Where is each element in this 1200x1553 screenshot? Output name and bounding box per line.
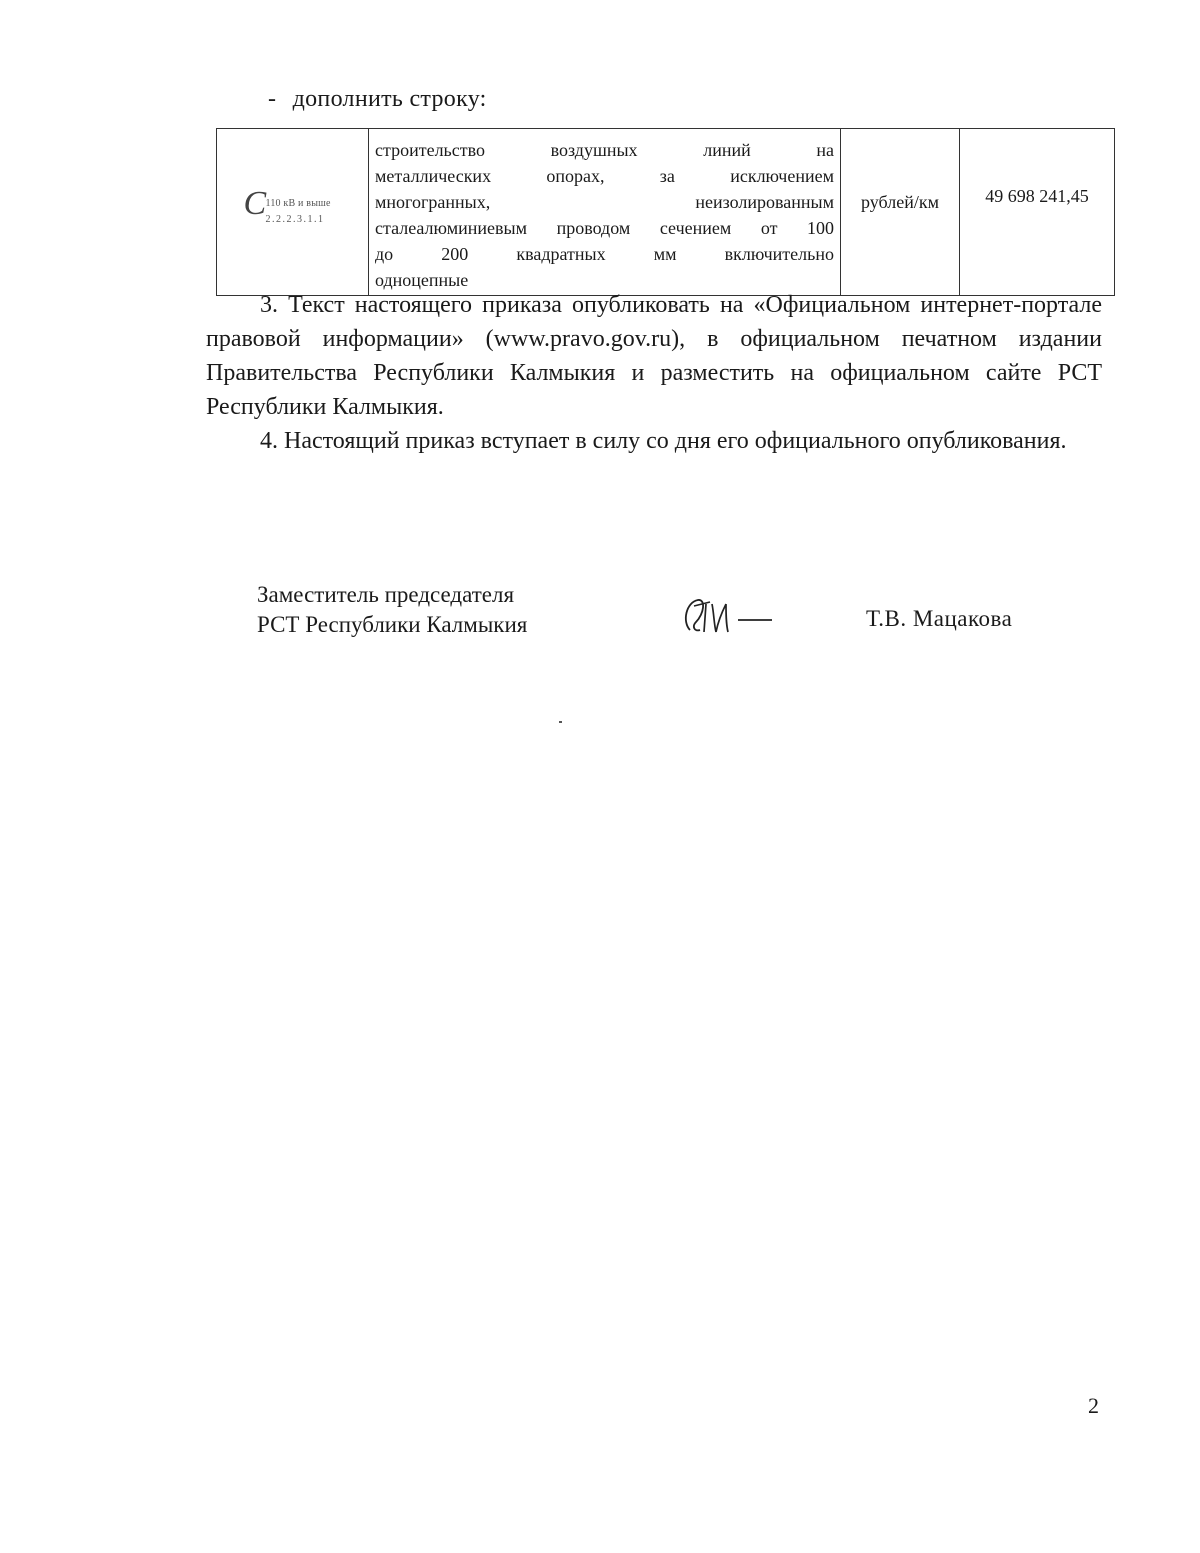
description-line: сталеалюминиевым проводом сечением от 100 xyxy=(375,218,834,238)
rate-code-superscript: 110 кВ и выше xyxy=(265,197,331,209)
description-line: до 200 квадратных мм включительно xyxy=(375,244,834,264)
signatory-title-line-1: Заместитель председателя xyxy=(257,582,515,607)
rate-code-symbol xyxy=(238,184,348,229)
paragraph-4 xyxy=(206,424,1102,458)
intro-dash: - xyxy=(268,86,277,112)
signer-name: Т.В. Мацакова xyxy=(866,606,1013,631)
intro-line xyxy=(268,86,487,113)
signatory-title-line-2: РСТ Республики Калмыкия xyxy=(257,612,528,637)
description-line: одноцепные xyxy=(375,270,469,290)
description-line: металлических опорах, за исключением xyxy=(375,166,834,186)
description-line: строительство воздушных линий на xyxy=(375,140,834,160)
rate-code-letter: C xyxy=(243,184,267,222)
rate-unit: рублей/км xyxy=(861,192,939,212)
signatory-title xyxy=(257,580,527,640)
rate-description-cell xyxy=(369,129,841,296)
table-row xyxy=(217,129,1115,296)
rate-price-cell xyxy=(960,129,1115,296)
paragraph-4-text: 4. Настоящий приказ вступает в силу со дня его официального опубликования. xyxy=(260,428,1067,454)
handwritten-signature xyxy=(676,592,786,640)
rate-price: 49 698 241,45 xyxy=(985,186,1089,206)
intro-text: дополнить строку: xyxy=(292,86,487,112)
paragraph-3 xyxy=(206,288,1102,424)
rates-table xyxy=(216,128,1115,296)
rate-unit-cell xyxy=(841,129,960,296)
scan-speck xyxy=(559,721,562,723)
rate-code-subscript: 2.2.2.3.1.1 xyxy=(265,213,325,225)
rate-code-cell xyxy=(217,129,369,296)
description-line: многогранных, неизолированным xyxy=(375,192,834,212)
page-number: 2 xyxy=(1088,1393,1099,1418)
paragraph-3-text: 3. Текст настоящего приказа опубликовать на «Официальном интернет-портале правовой информации» (www.pravo.gov.ru), в официальном печатном издании Правительства Республики Калмыкия и разместить на официальном сайте РСТ Республики Калмыкия. xyxy=(206,292,1102,420)
